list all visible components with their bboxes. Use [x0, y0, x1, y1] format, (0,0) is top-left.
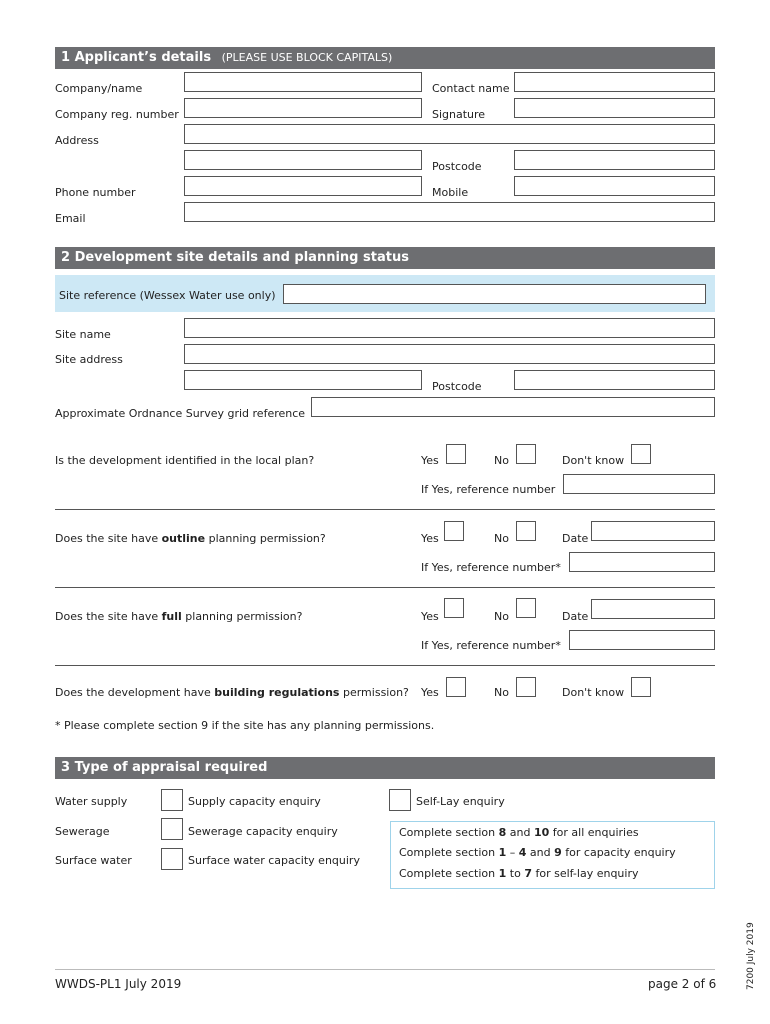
outline-no-label: No	[494, 532, 509, 545]
full-no-checkbox[interactable]	[516, 598, 536, 618]
outline-yes-label: Yes	[421, 532, 439, 545]
building-regs-question-pre: Does the development have	[55, 686, 215, 699]
section-1-number: 1	[61, 50, 71, 65]
site-reference-field[interactable]	[283, 284, 706, 304]
email-label: Email	[55, 212, 86, 225]
phone-field[interactable]	[184, 176, 422, 196]
local-plan-ref-label: If Yes, reference number	[421, 483, 556, 496]
company-name-field[interactable]	[184, 72, 422, 92]
guidance-line-2: Complete section 1 – 4 and 9 for capacity enquiry	[399, 846, 676, 859]
footer-rule	[55, 969, 715, 970]
postcode-label: Postcode	[432, 160, 482, 173]
form-code: WWDS-PL1 July 2019	[55, 977, 182, 991]
address-line-1-field[interactable]	[184, 124, 715, 144]
local-plan-yes-label: Yes	[421, 454, 439, 467]
outline-yes-checkbox[interactable]	[444, 521, 464, 541]
full-ref-label: If Yes, reference number*	[421, 639, 561, 652]
building-regs-dont-know-checkbox[interactable]	[631, 677, 651, 697]
local-plan-yes-checkbox[interactable]	[446, 444, 466, 464]
supply-capacity-label: Supply capacity enquiry	[188, 795, 321, 808]
contact-name-field[interactable]	[514, 72, 715, 92]
building-regs-question-post: permission?	[339, 686, 409, 699]
self-lay-checkbox[interactable]	[389, 789, 411, 811]
section-3-number: 3	[61, 760, 71, 775]
site-address-line-2-field[interactable]	[184, 370, 422, 390]
full-question-bold: full	[161, 610, 182, 623]
section-1-header	[55, 47, 715, 69]
email-field[interactable]	[184, 202, 715, 222]
os-grid-field[interactable]	[311, 397, 715, 417]
site-address-line-1-field[interactable]	[184, 344, 715, 364]
full-question-pre: Does the site have	[55, 610, 162, 623]
local-plan-ref-field[interactable]	[563, 474, 715, 494]
surface-water-label: Surface water	[55, 854, 132, 867]
divider	[55, 509, 715, 510]
full-no-label: No	[494, 610, 509, 623]
divider	[55, 665, 715, 666]
full-date-field[interactable]	[591, 599, 715, 619]
outline-question-post: planning permission?	[205, 532, 326, 545]
full-question-post: planning permission?	[181, 610, 303, 623]
building-regs-yes-label: Yes	[421, 686, 439, 699]
building-regs-yes-checkbox[interactable]	[446, 677, 466, 697]
local-plan-question: Is the development identified in the local plan?	[55, 454, 315, 467]
guidance-line-3: Complete section 1 to 7 for self-lay enquiry	[399, 867, 639, 880]
section-1-subtitle: (PLEASE USE BLOCK CAPITALS)	[221, 51, 393, 64]
contact-name-label: Contact name	[432, 82, 510, 95]
signature-field[interactable]	[514, 98, 715, 118]
address-label: Address	[55, 134, 99, 147]
address-line-2-field[interactable]	[184, 150, 422, 170]
local-plan-dont-know-checkbox[interactable]	[631, 444, 651, 464]
section-2-header	[55, 247, 715, 269]
full-yes-label: Yes	[421, 610, 439, 623]
site-postcode-label: Postcode	[432, 380, 482, 393]
signature-label: Signature	[432, 108, 486, 121]
company-reg-field[interactable]	[184, 98, 422, 118]
site-address-label: Site address	[55, 353, 123, 366]
self-lay-label: Self-Lay enquiry	[416, 795, 505, 808]
outline-date-label: Date	[562, 532, 589, 545]
sewerage-capacity-label: Sewerage capacity enquiry	[188, 825, 338, 838]
full-yes-checkbox[interactable]	[444, 598, 464, 618]
outline-no-checkbox[interactable]	[516, 521, 536, 541]
building-regs-question-bold: building regulations	[214, 686, 340, 699]
surface-capacity-label: Surface water capacity enquiry	[188, 854, 360, 867]
mobile-label: Mobile	[432, 186, 469, 199]
side-code: 7200 July 2019	[746, 922, 756, 990]
supply-capacity-checkbox[interactable]	[161, 789, 183, 811]
full-ref-field[interactable]	[569, 630, 715, 650]
site-name-field[interactable]	[184, 318, 715, 338]
site-name-label: Site name	[55, 328, 111, 341]
section-2-number: 2	[61, 250, 71, 265]
mobile-field[interactable]	[514, 176, 715, 196]
local-plan-dont-know-label: Don't know	[562, 454, 625, 467]
surface-capacity-checkbox[interactable]	[161, 848, 183, 870]
phone-label: Phone number	[55, 186, 136, 199]
building-regs-question	[55, 686, 409, 700]
full-question	[55, 610, 302, 624]
postcode-field[interactable]	[514, 150, 715, 170]
building-regs-no-label: No	[494, 686, 509, 699]
building-regs-no-checkbox[interactable]	[516, 677, 536, 697]
outline-date-field[interactable]	[591, 521, 715, 541]
os-grid-label: Approximate Ordnance Survey grid reference	[55, 407, 306, 420]
company-name-label: Company/name	[55, 82, 143, 95]
site-reference-label: Site reference (Wessex Water use only)	[59, 289, 276, 302]
water-supply-label: Water supply	[55, 795, 128, 808]
planning-footnote: * Please complete section 9 if the site has any planning permissions.	[55, 719, 435, 732]
guidance-line-1: Complete section 8 and 10 for all enquiries	[399, 826, 639, 839]
page-number: page 2 of 6	[648, 977, 717, 991]
sewerage-capacity-checkbox[interactable]	[161, 818, 183, 840]
outline-question	[55, 532, 326, 546]
local-plan-no-checkbox[interactable]	[516, 444, 536, 464]
section-3-header	[55, 757, 715, 779]
local-plan-no-label: No	[494, 454, 509, 467]
outline-question-bold: outline	[161, 532, 206, 545]
outline-question-pre: Does the site have	[55, 532, 162, 545]
sewerage-label: Sewerage	[55, 825, 110, 838]
site-postcode-field[interactable]	[514, 370, 715, 390]
section-1-title: Applicant’s details	[74, 50, 212, 65]
outline-ref-field[interactable]	[569, 552, 715, 572]
section-guidance-box	[390, 821, 715, 889]
outline-ref-label: If Yes, reference number*	[421, 561, 561, 574]
building-regs-dont-know-label: Don't know	[562, 686, 625, 699]
full-date-label: Date	[562, 610, 589, 623]
section-2-title: Development site details and planning status	[74, 250, 409, 265]
section-3-title: Type of appraisal required	[74, 760, 268, 775]
divider	[55, 587, 715, 588]
company-reg-label: Company reg. number	[55, 108, 179, 121]
